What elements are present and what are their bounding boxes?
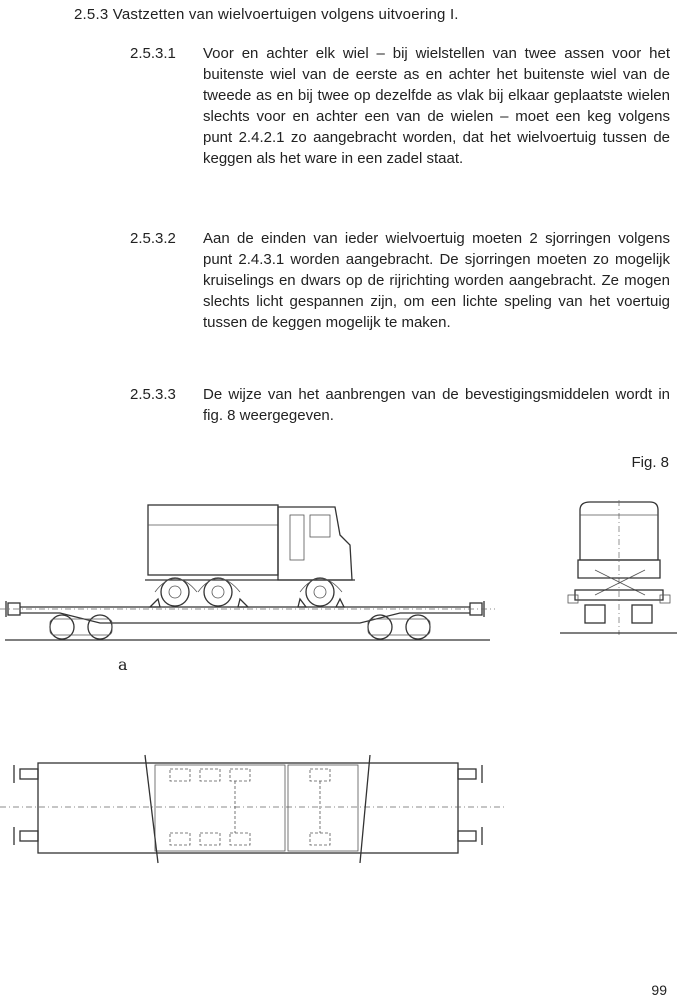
figure-label: Fig. 8 xyxy=(631,454,669,471)
paragraph-text: Voor en achter elk wiel – bij wielstellen van twee assen voor het buitenste wiel van de eerste as en achter het buitenste wiel van de tweede as en bij twee op dezelfde as vlak bij elkaar geplaatste wielen slechts voor en achter een van de wielen – moet een keg volgens punt 2.4.2.1 zo aangebracht worden, dat het wielvoertuig tussen de keggen als het ware in een zadel staat. xyxy=(203,45,670,167)
side-view-drawing xyxy=(0,495,500,655)
end-view-drawing xyxy=(560,500,677,640)
paragraph-number: 2.5.3.1 xyxy=(130,45,176,62)
paragraph-number: 2.5.3.2 xyxy=(130,230,176,247)
figure-sublabel: a xyxy=(118,655,128,674)
paragraph-2-5-3-1 xyxy=(130,43,670,169)
paragraph-number: 2.5.3.3 xyxy=(130,386,176,403)
paragraph-2-5-3-3 xyxy=(130,384,670,426)
paragraph-text: Aan de einden van ieder wielvoertuig moeten 2 sjorringen volgens punt 2.4.3.1 worden aangebracht. De sjorringen moeten zo mogelijk kruiselings en dwars op de rijrichting worden aangebracht. Ze mogen slechts licht gespannen zijn, om een lichte speling van het voertuig tussen de keggen mogelijk te maken. xyxy=(203,230,670,331)
paragraph-2-5-3-2 xyxy=(130,228,670,333)
top-view-drawing xyxy=(0,755,510,865)
paragraph-text: De wijze van het aanbrengen van de bevestigingsmiddelen wordt in fig. 8 weergegeven. xyxy=(203,386,670,424)
page-number: 99 xyxy=(651,982,667,998)
section-heading: 2.5.3 Vastzetten van wielvoertuigen volgens uitvoering I. xyxy=(74,6,459,23)
